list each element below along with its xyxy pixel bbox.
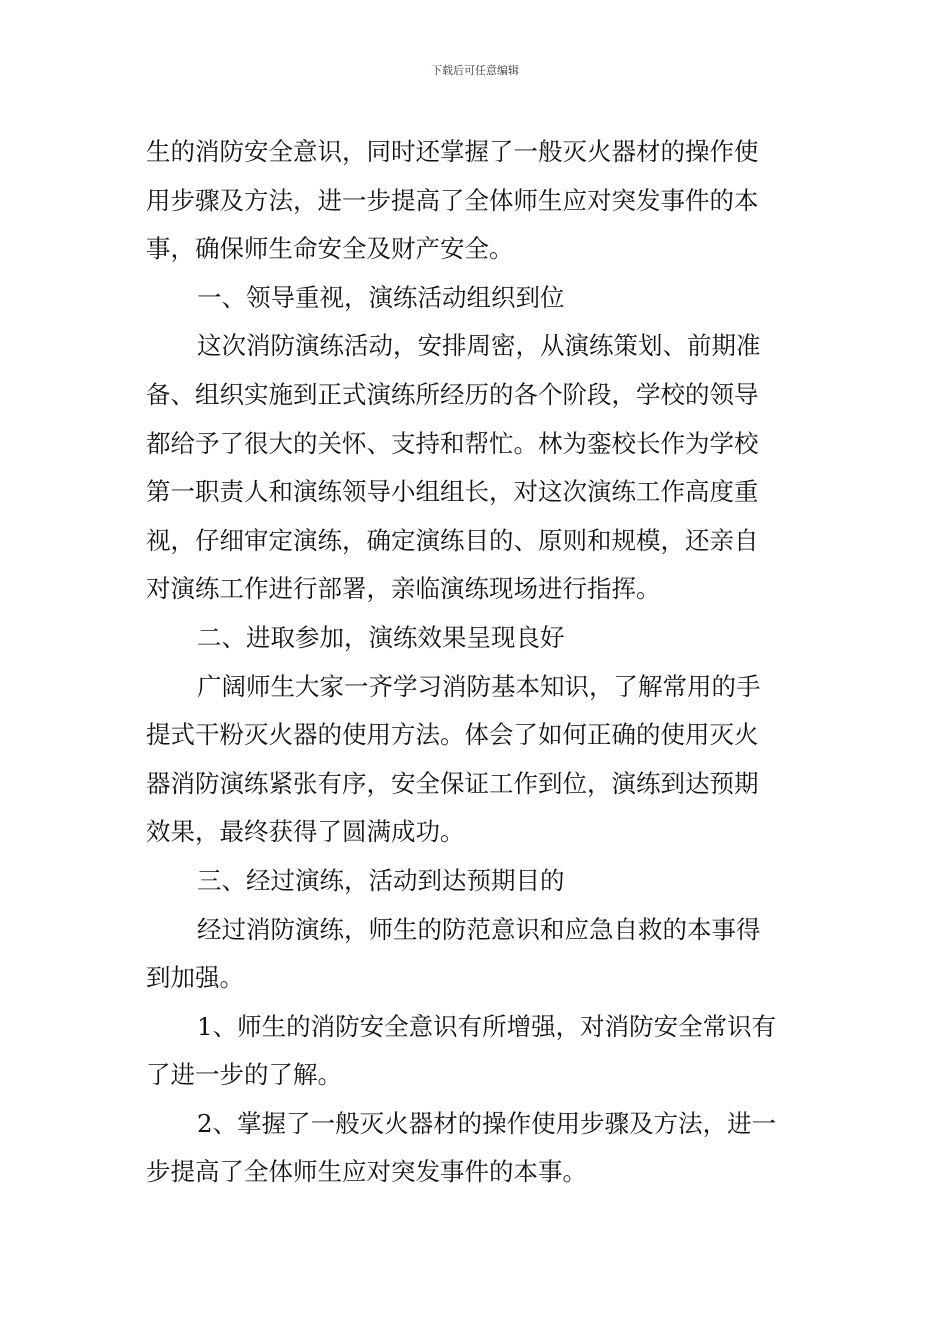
text-line: 对演练工作进行部署，亲临演练现场进行指挥。 <box>146 574 661 604</box>
text-line: 视，仔细审定演练，确定演练目的、原则和规模，还亲自 <box>146 525 759 555</box>
text-line: 备、组织实施到正式演练所经历的各个阶段，学校的领导 <box>146 379 759 409</box>
document-body <box>146 128 806 1197</box>
section-heading-1: 一、领导重视，演练活动组织到位 <box>197 282 565 312</box>
text-line: 器消防演练紧张有序，安全保证工作到位，演练到达预期 <box>146 768 759 798</box>
list-item-1: 1、师生的消防安全意识有所增强，对消防安全常识有 <box>197 1011 777 1041</box>
page-header: 下载后可任意编辑 <box>431 64 519 77</box>
text-line: 效果，最终获得了圆满成功。 <box>146 817 465 847</box>
paragraph-start: 这次消防演练活动，安排周密，从演练策划、前期准 <box>197 331 761 361</box>
text-line: 用步骤及方法，进一步提高了全体师生应对突发事件的本 <box>146 185 759 215</box>
section-heading-3: 三、经过演练，活动到达预期目的 <box>197 865 565 895</box>
list-item-2: 2、掌握了一般灭火器材的操作使用步骤及方法，进一 <box>197 1108 777 1138</box>
text-line: 了进一步的了解。 <box>146 1060 342 1090</box>
text-line: 事，确保师生命安全及财产安全。 <box>146 234 514 264</box>
text-line: 提式干粉灭火器的使用方法。体会了如何正确的使用灭火 <box>146 720 759 750</box>
text-line: 到加强。 <box>146 963 244 993</box>
paragraph-start: 广阔师生大家一齐学习消防基本知识，了解常用的手 <box>197 671 761 701</box>
text-line: 第一职责人和演练领导小组组长，对这次演练工作高度重 <box>146 477 759 507</box>
text-line: 生的消防安全意识，同时还掌握了一般灭火器材的操作使 <box>146 137 759 166</box>
paragraph-start: 经过消防演练，师生的防范意识和应急自救的本事得 <box>197 914 761 944</box>
section-heading-2: 二、进取参加，演练效果呈现良好 <box>197 622 565 652</box>
text-line: 步提高了全体师生应对突发事件的本事。 <box>146 1157 587 1187</box>
text-line: 都给予了很大的关怀、支持和帮忙。林为銮校长作为学校 <box>146 428 759 458</box>
